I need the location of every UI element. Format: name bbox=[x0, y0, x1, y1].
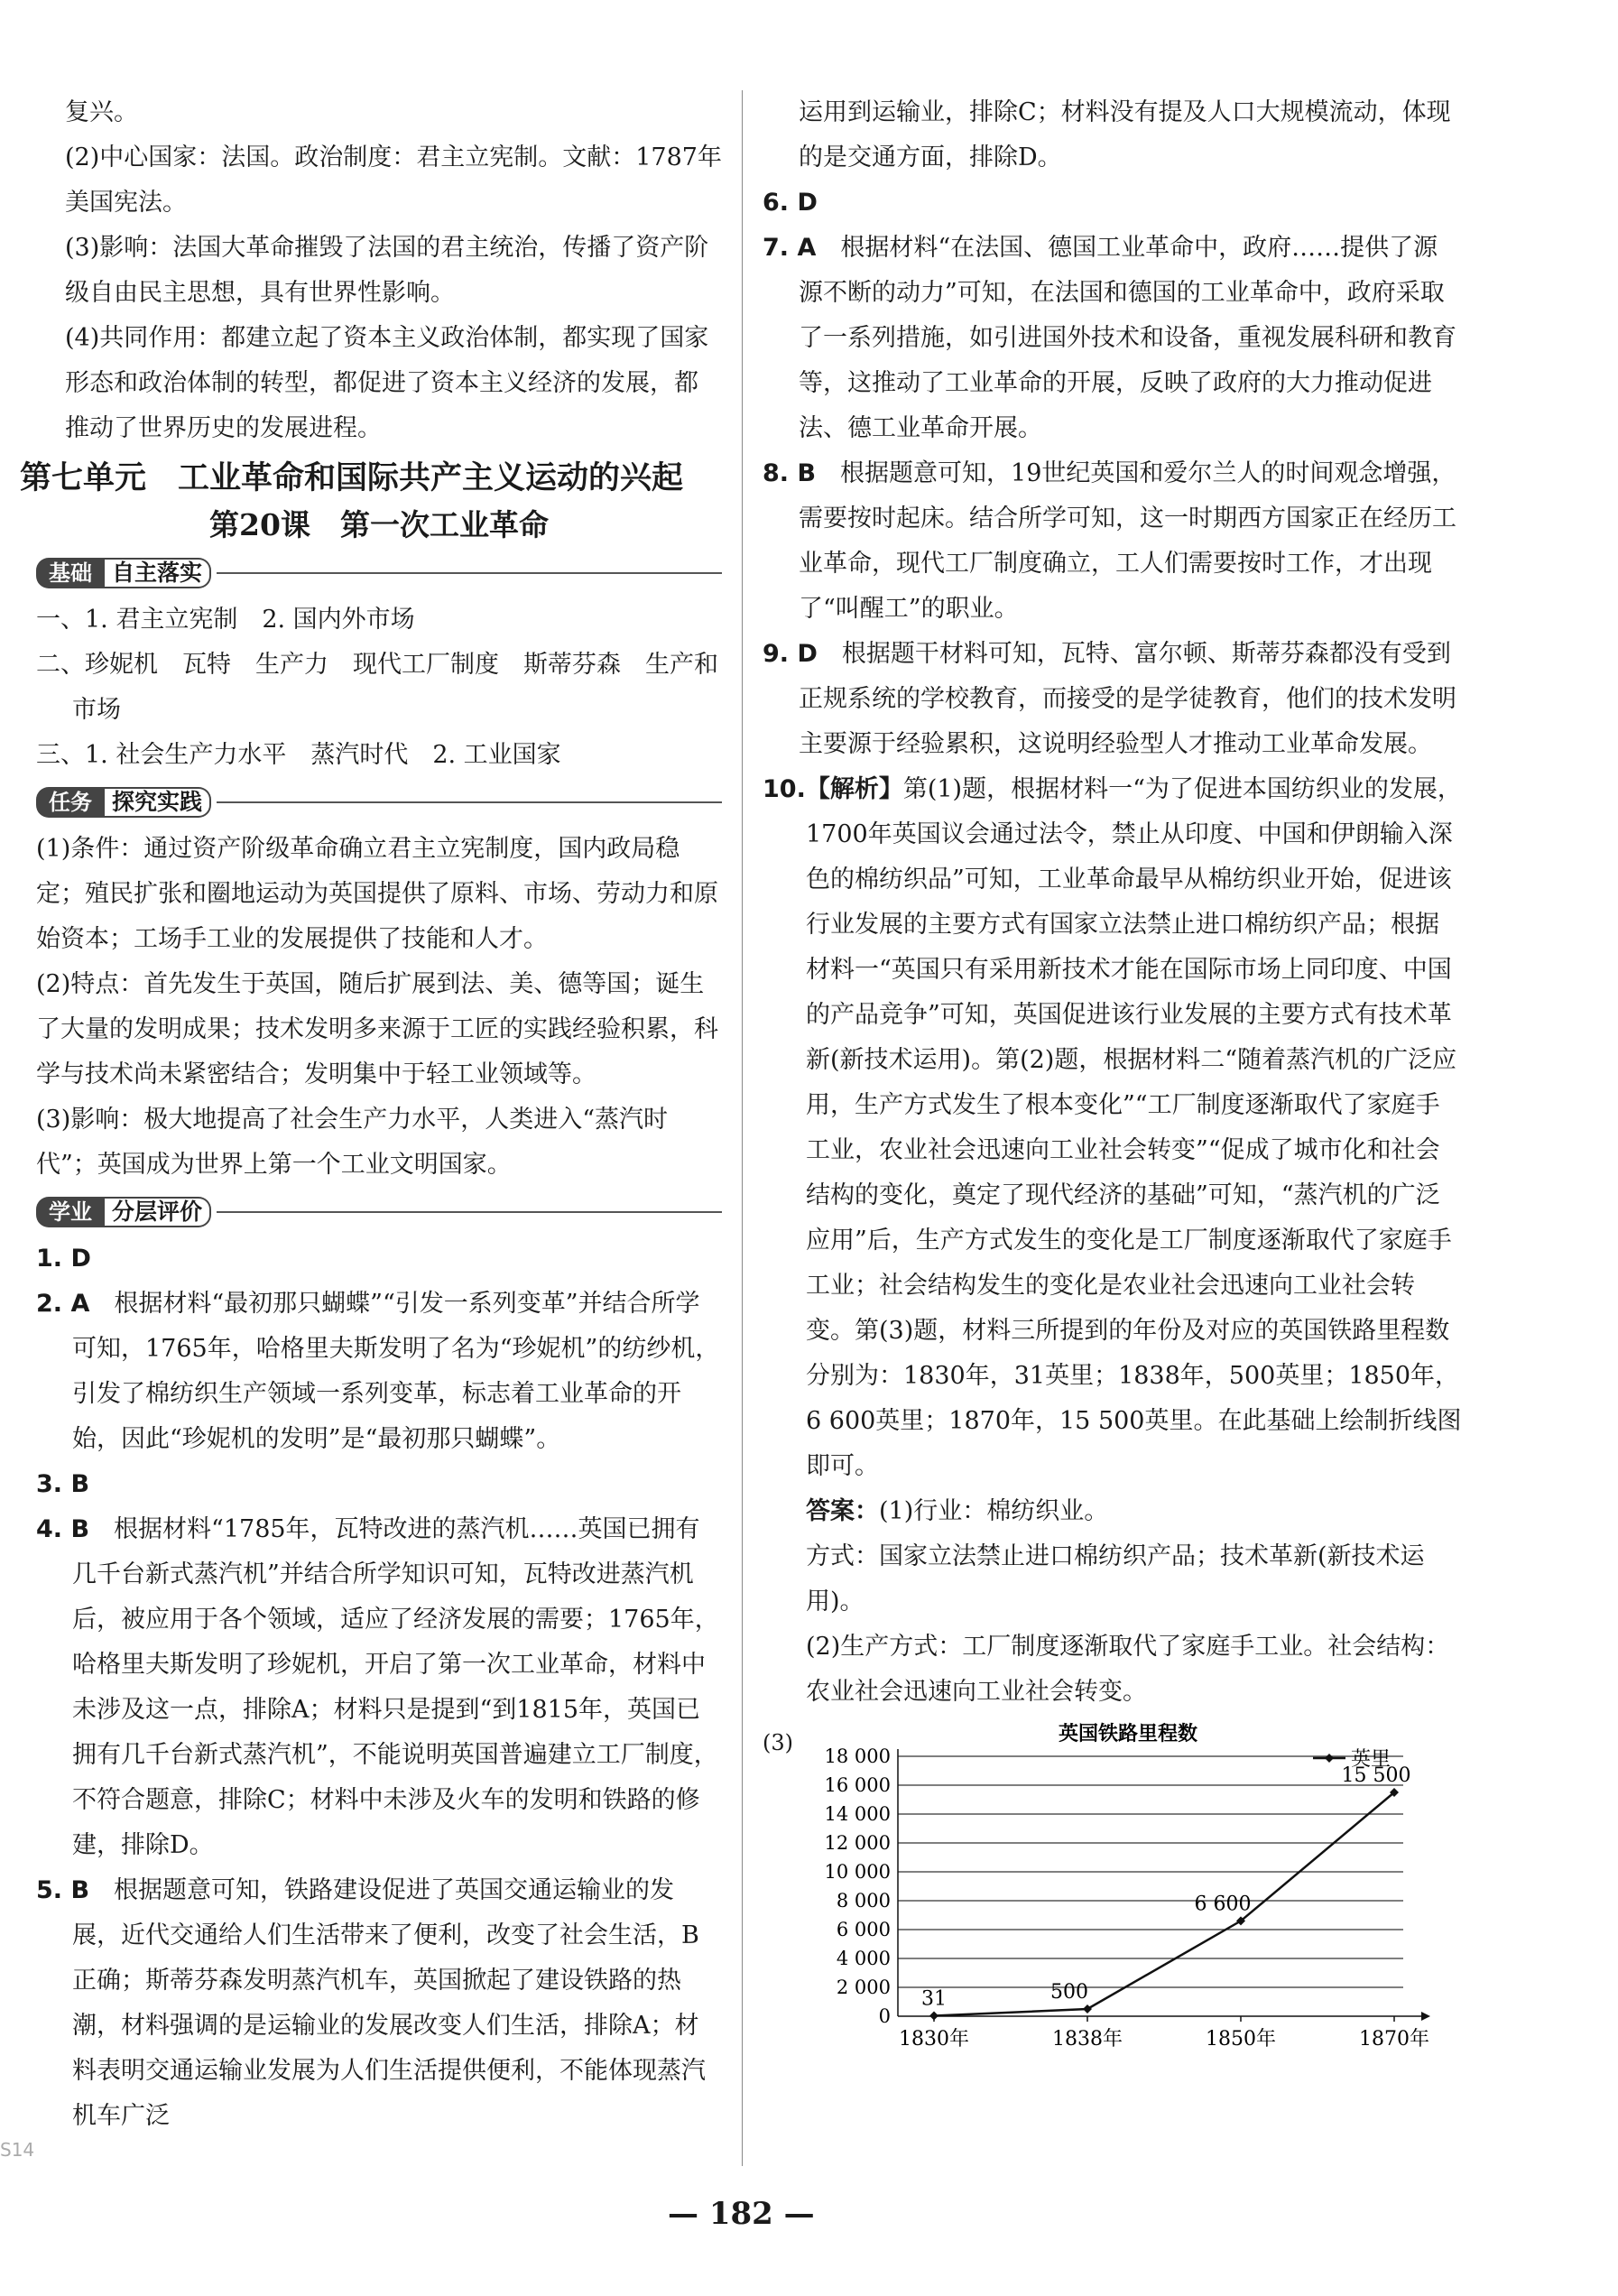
answer-line: 方式：国家立法禁止进口棉纺织产品；技术革新(新技术运用)。 bbox=[806, 1542, 1425, 1616]
answer-item: 9. D 根据题干材料可知，瓦特、富尔顿、斯蒂芬森都没有受到正规系统的学校教育，而接受的是学徒教育，他们的技术发明主要源于经验累积，这说明经验型人才推动工业革命发展。 bbox=[763, 640, 1456, 758]
railway-chart bbox=[763, 1720, 1457, 2081]
answer-line: 二、珍妮机 瓦特 生产力 现代工厂制度 斯蒂芬森 生产和市场 bbox=[36, 651, 718, 724]
answer-item: 6. D bbox=[763, 189, 818, 217]
x-tick-label: 1850年 bbox=[1206, 2028, 1276, 2051]
section-label: 分层评价 bbox=[105, 1197, 211, 1227]
answer-item: 7. A 根据材料“在法国、德国工业革命中，政府……提供了源源不断的动力”可知，在法国和德国的工业革命中，政府采取了一系列措施，如引进国外技术和设备，重视发展科研和教育等，这推动了工业革命的开展，反映了政府的大力推动促进法、德工业革命开展。 bbox=[763, 234, 1456, 442]
right-column bbox=[763, 90, 1462, 2081]
section-tag: 学业 bbox=[36, 1197, 105, 1227]
data-label: 31 bbox=[921, 1987, 947, 2011]
paragraph: (2)特点：首先发生于英国，随后扩展到法、美、德等国；诞生了大量的发明成果；技术发明多来源于工匠的实践经验积累，科学与技术尚未紧密结合；发明集中于轻工业领域等。 bbox=[36, 970, 718, 1088]
y-tick-label: 6 000 bbox=[836, 1919, 891, 1940]
paragraph: (1)条件：通过资产阶级革命确立君主立宪制度，国内政局稳定；殖民扩张和圈地运动为英国提供了原料、市场、劳动力和原始资本；工场手工业的发展提供了技能和人才。 bbox=[36, 835, 718, 953]
answer-item: 4. B 根据材料“1785年，瓦特改进的蒸汽机……英国已拥有几千台新式蒸汽机”并结合所学知识可知，瓦特改进蒸汽机后，被应用于各个领域，适应了经济发展的需要；1765年，哈格里夫斯发明了珍妮机，开启了第一次工业革命，材料中未涉及这一点，排除A；材料只是提到“到1815年，英国已拥有几千台新式蒸汽机”，不能说明英国普遍建立工厂制度，不符合题意，排除C；材料中未涉及火车的发明和铁路的修建，排除D。 bbox=[36, 1515, 719, 1859]
y-tick-label: 10 000 bbox=[824, 1861, 891, 1883]
y-tick-label: 16 000 bbox=[824, 1774, 891, 1796]
text-line: (2)中心国家：法国。政治制度：君主立宪制。文献：1787年美国宪法。 bbox=[65, 144, 722, 217]
data-label: 6 600 bbox=[1194, 1893, 1252, 1916]
section-header-basics bbox=[36, 551, 722, 596]
section-rule bbox=[217, 1211, 722, 1213]
y-tick-label: 18 000 bbox=[824, 1745, 891, 1767]
x-tick-label: 1870年 bbox=[1359, 2028, 1429, 2051]
answer-item: 3. B bbox=[36, 1470, 90, 1498]
answer-item: 8. B 根据题意可知，19世纪英国和爱尔兰人的时间观念增强，需要按时起床。结合所学可知，这一时期西方国家正在经历工业革命，现代工厂制度确立，工人们需要按时工作，才出现了“叫醒工”的职业。 bbox=[763, 459, 1456, 623]
answer-item: 1. D bbox=[36, 1245, 91, 1273]
x-axis-arrow bbox=[1421, 2012, 1430, 2021]
x-tick-label: 1830年 bbox=[899, 2028, 969, 2051]
text-line: 运用到运输业，排除C；材料没有提及人口大规模流动，体现的是交通方面，排除D。 bbox=[799, 98, 1451, 171]
section-tag: 任务 bbox=[36, 787, 105, 818]
answer-line: 一、1. 君主立宪制 2. 国内外市场 bbox=[36, 606, 415, 634]
data-label: 500 bbox=[1050, 1981, 1088, 2004]
chart-title: 英国铁路里程数 bbox=[1058, 1722, 1198, 1745]
column-divider bbox=[742, 90, 743, 2166]
paragraph: (3)影响：极大地提高了社会生产力水平，人类进入“蒸汽时代”；英国成为世界上第一个工业文明国家。 bbox=[36, 1106, 669, 1179]
y-tick-label: 0 bbox=[878, 2005, 891, 2027]
answer-item: 5. B 根据题意可知，铁路建设促进了英国交通运输业的发展，近代交通给人们生活带来了便利，改变了社会生活，B正确；斯蒂芬森发明蒸汽机车，英国掀起了建设铁路的热潮，材料强调的是运输业的发展改变人们生活，排除A；材料表明交通运输业发展为人们生活提供便利，不能体现蒸汽机车广泛 bbox=[36, 1876, 706, 2130]
text-line: (3)影响：法国大革命摧毁了法国的君主统治，传播了资产阶级自由民主思想，具有世界性影响。 bbox=[65, 234, 709, 307]
answer-item: 2. A 根据材料“最初那只蝴蝶”“引发一系列变革”并结合所学可知，1765年，哈格里夫斯发明了名为“珍妮机”的纺纱机，引发了棉纺织生产领域一系列变革，标志着工业革命的开始，因此“珍妮机的发明”是“最初那只蝴蝶”。 bbox=[36, 1290, 720, 1453]
answer-line: 答案：(1)行业：棉纺织业。 bbox=[806, 1497, 1109, 1525]
section-label: 探究实践 bbox=[105, 787, 211, 818]
data-label: 15 500 bbox=[1341, 1764, 1411, 1787]
legend-marker bbox=[1325, 1754, 1334, 1763]
answer-block bbox=[763, 1489, 1462, 1715]
answer-line: 三、1. 社会生产力水平 蒸汽时代 2. 工业国家 bbox=[36, 741, 561, 769]
section-header-tasks bbox=[36, 780, 722, 825]
chart-question-label: (3) bbox=[763, 1730, 793, 1755]
y-tick-label: 4 000 bbox=[836, 1948, 891, 1969]
section-rule bbox=[217, 572, 722, 574]
answer-item-10: 10.【解析】第(1)题，根据材料一“为了促进本国纺织业的发展，1700年英国议会通过法令，禁止从印度、中国和伊朗输入深色的棉纺织品”可知，工业革命最早从棉纺织业开始，促进该行业发展的主要方式有国家立法禁止进口棉纺织产品；根据材料一“英国只有采用新技术才能在国际市场上同印度、中国的产品竞争”可知，英国促进该行业发展的主要方式有技术革新(新技术运用)。第(2)题，根据材料二“随着蒸汽机的广泛应用，生产方式发生了根本变化”“工厂制度逐渐取代了家庭手工业，农业社会迅速向工业社会转变”“促成了城市化和社会结构的变化，奠定了现代经济的基础”可知，“蒸汽机的广泛应用”后，生产方式发生的变化是工厂制度逐渐取代了家庭手工业；社会结构发生的变化是农业社会迅速向工业社会转变。第(3)题，材料三所提到的年份及对应的英国铁路里程数分别为：1830年，31英里；1838年，500英里；1850年，6 600英里；1870年，15 500英里。在此基础上绘制折线图即可。 bbox=[763, 775, 1462, 1480]
y-tick-label: 14 000 bbox=[824, 1803, 891, 1825]
margin-mark: S14 bbox=[0, 2139, 35, 2161]
answer-line: (2)生产方式：工厂制度逐渐取代了家庭手工业。社会结构：农业社会迅速向工业社会转变。 bbox=[806, 1633, 1450, 1706]
series-line bbox=[934, 1792, 1394, 2016]
text-line: 复兴。 bbox=[65, 98, 138, 126]
section-header-evaluation bbox=[36, 1190, 722, 1235]
text-line: (4)共同作用：都建立起了资本主义政治体制，都实现了国家形态和政治体制的转型，都促进了资本主义经济的发展，都推动了世界历史的发展进程。 bbox=[65, 324, 709, 442]
line-chart bbox=[763, 1720, 1457, 2081]
y-tick-label: 8 000 bbox=[836, 1890, 891, 1912]
x-tick-label: 1838年 bbox=[1052, 2028, 1123, 2051]
page-number: — 182 — bbox=[668, 2196, 815, 2232]
data-point bbox=[929, 2012, 938, 2021]
data-point bbox=[1083, 2004, 1092, 2014]
lesson-title: 第20课 第一次工业革命 bbox=[209, 507, 549, 542]
unit-title: 第七单元 工业革命和国际共产主义运动的兴起 bbox=[20, 459, 684, 496]
section-rule bbox=[217, 801, 722, 803]
y-tick-label: 2 000 bbox=[836, 1977, 891, 1998]
section-label: 自主落实 bbox=[105, 558, 211, 588]
y-tick-label: 12 000 bbox=[824, 1832, 891, 1854]
left-column bbox=[20, 90, 722, 2139]
legend-label: 英里 bbox=[1351, 1748, 1391, 1771]
section-tag: 基础 bbox=[36, 558, 105, 588]
